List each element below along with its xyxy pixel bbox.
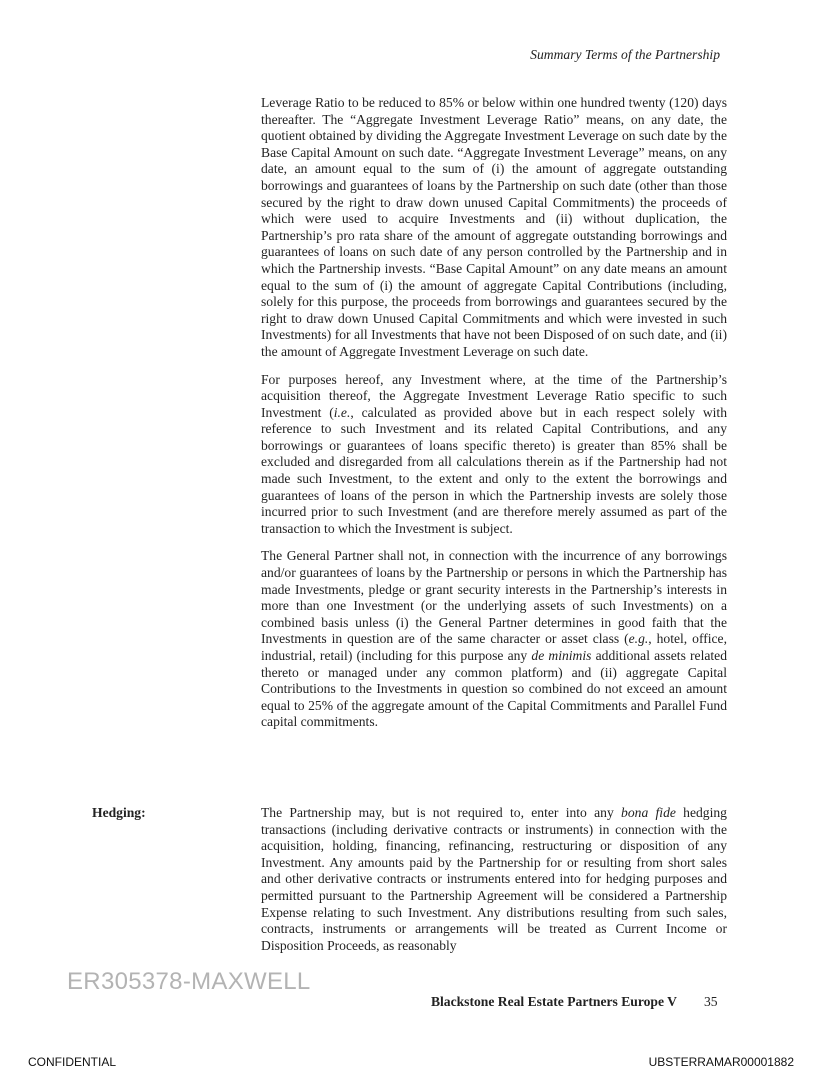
hedging-text <box>261 805 727 954</box>
page-header: Summary Terms of the Partnership <box>530 47 720 62</box>
confidential-stamp: CONFIDENTIAL <box>28 1055 117 1069</box>
paragraph-leverage-definitions: Leverage Ratio to be reduced to 85% or below within one hundred twenty (120) days thereafter. The “Aggregate Investment Leverage Ratio” means, on any date, the quotient obtained by dividing the Aggregate Investment Leverage on such date by the Base Capital Amount on such date. “Aggregate Investment Leverage” means, on any date, an amount equal to the sum of (i) the amount of aggregate outstanding borrowings and guarantees of loans by the Partnership on such date (other than those secured by the right to draw down unused Capital Commitments) the proceeds of which were used to acquire Investments and (ii) without duplication, the Partnership’s pro rata share of the amount of aggregate outstanding borrowings and guarantees of loans on such date of any person controlled by the Partnership and in which the Partnership invests. “Base Capital Amount” on any date means an amount equal to the sum of (i) the amount of aggregate Capital Contributions (including, solely for this purpose, the proceeds from borrowings and guarantees secured by the right to draw down Unused Capital Commitments and which were invested in such Investments) for all Investments that have not been Disposed of on such date, and (ii) the amount of Aggregate Investment Leverage on such date. <box>261 95 727 359</box>
text-run: hedging transactions (including derivative contracts or instruments) in connection with the acquisition, holding, financing, refinancing, restructuring or disposition of any Investment. Any amounts paid by the Partnership for or resulting from short sales and other derivative contracts or instruments entered into for hedging purposes and permitted pursuant to the Partnership Agreement will be considered a Partnership Expense relating to such Investment. Any distributions resulting from such sales, contracts, instruments or arrangements will be treated as Current Income or Disposition Proceeds, as reasonably <box>261 805 727 953</box>
paragraph-security-interests <box>261 548 727 731</box>
text-run: , hotel, office, industrial, retail) (including for this purpose any <box>261 631 727 663</box>
text-run: additional assets related thereto or managed under any common platform) and (ii) aggregate Capital Contributions to the Investments in question so combined do not exceed an amount equal to 25% of the aggregate amount of the Capital Commitments and Parallel Fund capital commitments. <box>261 648 728 730</box>
hedging-label: Hedging: <box>92 805 146 820</box>
body-text <box>261 95 727 742</box>
paragraph-excluded-investments <box>261 372 727 538</box>
italic-ie: i.e. <box>333 404 351 420</box>
text-run: , calculated as provided above but in each respect solely with reference to such Investment and its related Capital Contributions, and any borrowings or guarantees of loans specific thereto) is greater than 85% shall be excluded and disregarded from all calculations therein as if the Partnership had not made such Investment, to the extent and only to the extent the borrowings and guarantees of loans of the person in which the Partnership invests are solely those incurred prior to such Investment (and are therefore merely assumed as part of the transaction to which the Investment is subject. <box>261 404 727 536</box>
page-number: 35 <box>704 994 718 1009</box>
watermark: ER305378-MAXWELL <box>67 968 311 995</box>
italic-bona-fide: bona fide <box>621 805 676 820</box>
italic-de-minimis: de minimis <box>531 648 592 663</box>
italic-eg: e.g. <box>628 631 649 647</box>
footer-title: Blackstone Real Estate Partners Europe V <box>430 994 677 1009</box>
text-run: The Partnership may, but is not required to, enter into any <box>261 805 622 820</box>
paragraph-hedging <box>261 805 727 954</box>
bates-number: UBSTERRAMAR00001882 <box>648 1055 794 1069</box>
text-run: For purposes hereof, any Investment where, at the time of the Partnership’s acquisition thereof, the Aggregate Investment Leverage Ratio specific to such Investment ( <box>261 371 727 420</box>
text-run: The General Partner shall not, in connection with the incurrence of any borrowings and/or guarantees of loans by the Partnership or persons in which the Partnership has made Investments, pledge or grant security interests in the Partnership’s interests in more than one Investment (or the underlying assets of such Investments) on a combined basis unless (i) the General Partner determines in good faith that the Investments in question are of the same character or asset class ( <box>261 548 727 647</box>
